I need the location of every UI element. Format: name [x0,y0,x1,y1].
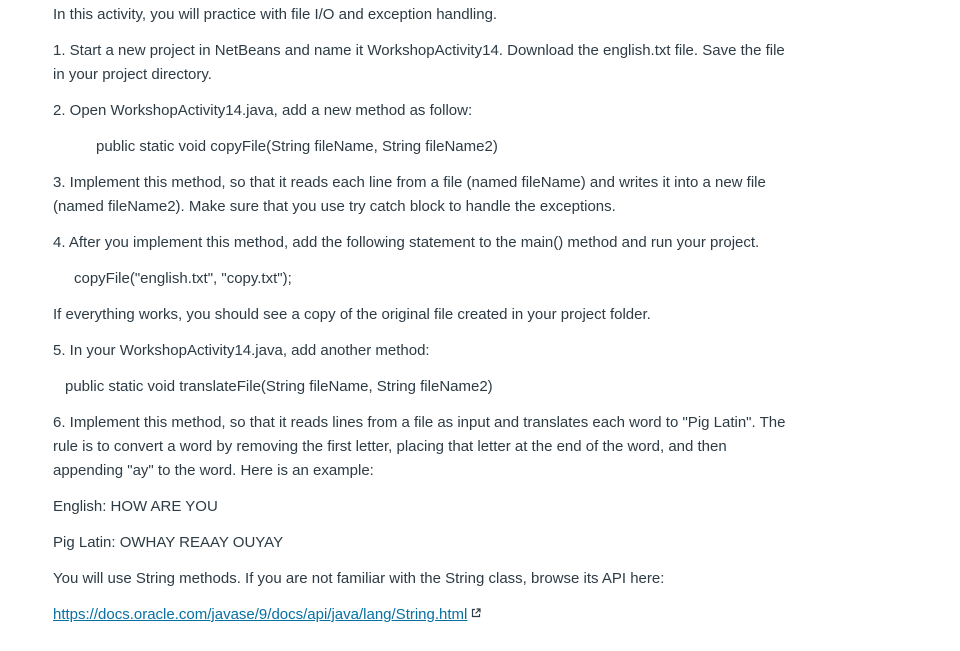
copy-file-signature: public static void copyFile(String fileName, String fileName2) [96,138,498,155]
string-api-link[interactable]: https://docs.oracle.com/javase/9/docs/api/java/lang/String.html [53,606,468,623]
step-4-paragraph: 4. After you implement this method, add the following statement to the main() method and run your project. [53,234,760,251]
assignment-content [53,3,793,639]
step-1-paragraph: 1. Start a new project in NetBeans and name it WorkshopActivity14. Download the english.txt file. Save the file in your project directory. [53,42,785,83]
string-methods-note: You will use String methods. If you are not familiar with the String class, browse its API here: [53,570,665,587]
api-link-paragraph [53,603,793,627]
intro-paragraph: In this activity, you will practice with file I/O and exception handling. [53,6,498,23]
step-6-paragraph: 6. Implement this method, so that it reads lines from a file as input and translates each word to "Pig Latin". The rule is to convert a word by removing the first letter, placing that letter at the end of the word, and then appending "ay" to the word. Here is an example: [53,414,786,479]
external-link-icon[interactable] [471,602,481,626]
step-2-paragraph: 2. Open WorkshopActivity14.java, add a new method as follow: [53,102,473,119]
step-3-paragraph: 3. Implement this method, so that it reads each line from a file (named fileName) and writes it into a new file (named fileName2). Make sure that you use try catch block to handle the exceptions. [53,174,766,215]
step-5-paragraph: 5. In your WorkshopActivity14.java, add another method: [53,342,430,359]
result-note-paragraph: If everything works, you should see a copy of the original file created in your project folder. [53,306,651,323]
example-english: English: HOW ARE YOU [53,498,218,515]
copy-file-statement: copyFile("english.txt", "copy.txt"); [74,270,292,287]
example-pig-latin: Pig Latin: OWHAY REAAY OUYAY [53,534,284,551]
translate-file-signature: public static void translateFile(String fileName, String fileName2) [65,378,493,395]
